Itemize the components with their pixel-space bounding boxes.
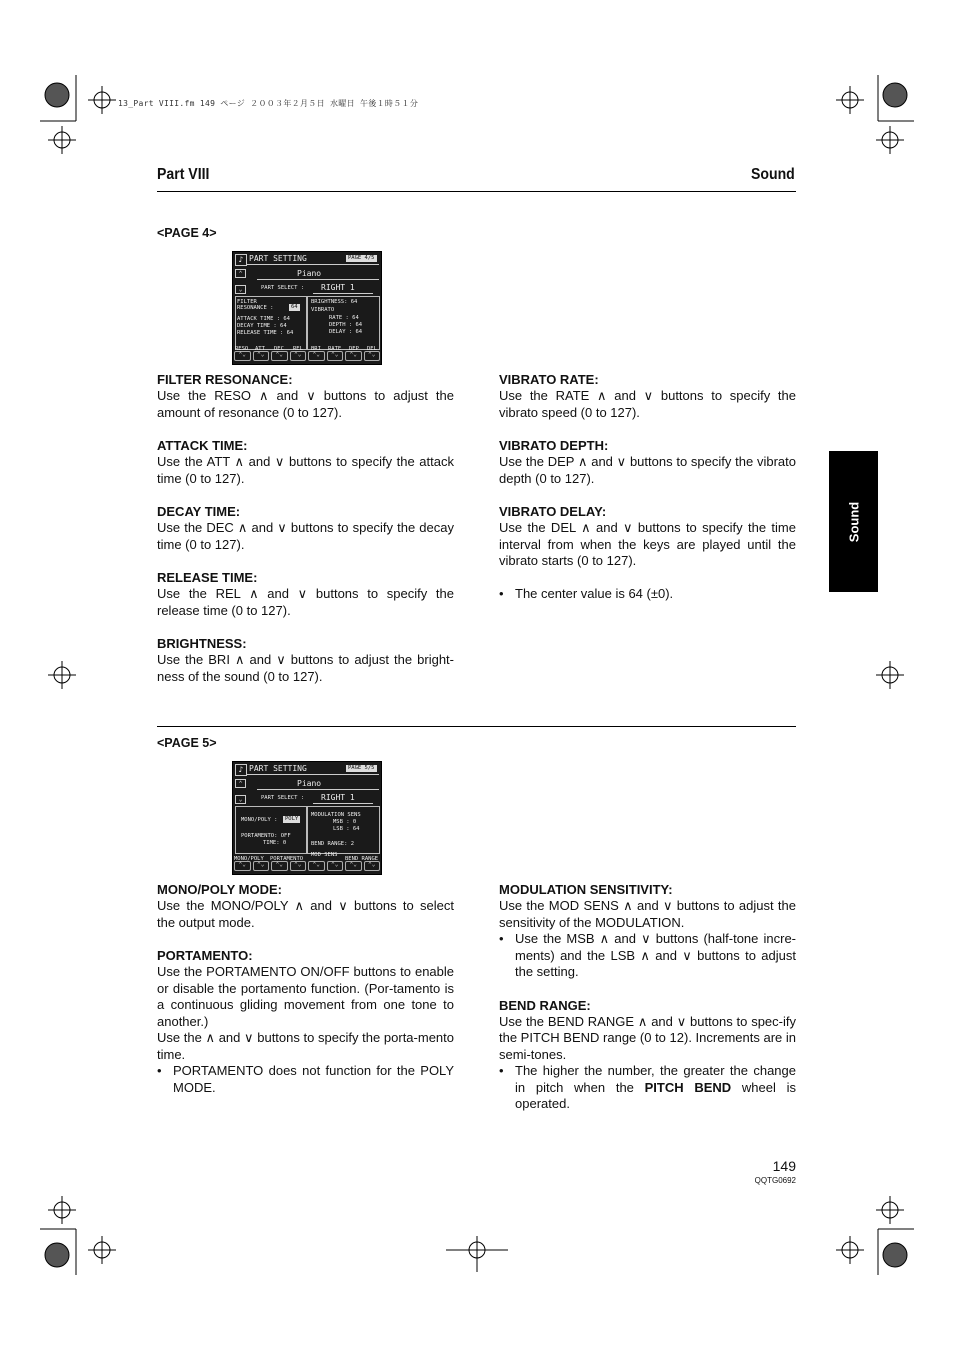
section-body: Use the REL ∧ and ∨ buttons to specify the release time (0 to 127). bbox=[157, 586, 454, 618]
section-title: VIBRATO DEPTH: bbox=[499, 438, 609, 453]
page5-right-column bbox=[499, 881, 796, 1129]
voice-name: Piano bbox=[297, 269, 322, 278]
time-line: TIME: 0 bbox=[263, 840, 287, 846]
vibrato-depth-section bbox=[499, 437, 796, 487]
brightness-section bbox=[157, 635, 454, 685]
vibrato-rate-section bbox=[499, 371, 796, 421]
screen-title: PART SETTING bbox=[249, 254, 307, 263]
bend-range-section bbox=[499, 997, 796, 1113]
voice-name: Piano bbox=[297, 779, 322, 788]
page-badge: PAGE 5/5 bbox=[348, 765, 375, 771]
page5-label: <PAGE 5> bbox=[157, 736, 217, 750]
section-title: MONO/POLY MODE: bbox=[157, 882, 282, 897]
part-select-label: PART SELECT : bbox=[261, 795, 305, 801]
msb-lsb-note: • Use the MSB ∧ and ∨ buttons (half-tone incre-ments) and the LSB ∧ and ∨ buttons to adjust the setting. bbox=[499, 931, 796, 981]
page5-screen bbox=[232, 761, 382, 875]
mono-poly-value: POLY bbox=[285, 816, 299, 822]
modulation-section bbox=[499, 881, 796, 981]
print-header: 13_Part VIII.fm 149 ページ ２００３年２月５日 水曜日 午後１時５１分 bbox=[118, 99, 419, 108]
pitch-bend-note bbox=[499, 1063, 796, 1113]
filter-resonance-section bbox=[157, 371, 454, 421]
portamento-section bbox=[157, 947, 454, 1096]
note-text: The higher the number, the greater the change in pitch when the bbox=[515, 1063, 796, 1095]
mono-poly-section bbox=[157, 881, 454, 931]
section-body: Use the BEND RANGE ∧ and ∨ buttons to spec-ify the PITCH BEND range (0 to 12). Increments are in semi-tones. bbox=[499, 1013, 796, 1062]
section-body: Use the DEC ∧ and ∨ buttons to specify the decay time (0 to 127). bbox=[157, 520, 454, 552]
section-body: Use the RATE ∧ and ∨ buttons to specify the vibrato speed (0 to 127). bbox=[499, 388, 796, 420]
mono-poly-label: MONO/POLY : bbox=[241, 817, 278, 823]
down-icon: ⌄ bbox=[235, 795, 246, 804]
vibrato-delay-section bbox=[499, 503, 796, 570]
section-title: VIBRATO DELAY: bbox=[499, 504, 607, 519]
decay-time-section bbox=[157, 503, 454, 553]
btn-label-del: DEL bbox=[367, 346, 377, 352]
section-title: RELEASE TIME: bbox=[157, 570, 258, 585]
page5-left-column bbox=[157, 881, 454, 1112]
section-body: Use the ATT ∧ and ∨ buttons to specify the attack time (0 to 127). bbox=[157, 454, 454, 486]
part-select-value: RIGHT 1 bbox=[321, 283, 355, 292]
down-icon: ⌄ bbox=[235, 285, 246, 294]
delay-line: DELAY : 64 bbox=[329, 329, 363, 335]
section-body: Use the DEL ∧ and ∨ buttons to specify the time interval from when the keys are played until the vibrato starts (0 to 127). bbox=[499, 520, 796, 568]
section-body: Use the ∧ and ∨ buttons to specify the porta-mento time. bbox=[157, 1030, 454, 1062]
resonance-value: 64 bbox=[291, 304, 298, 310]
btn-label-portamento: PORTAMENTO bbox=[270, 856, 304, 862]
side-tab-label: Sound bbox=[846, 501, 861, 542]
brightness-line: BRIGHTNESS: 64 bbox=[311, 299, 358, 305]
section-title: BEND RANGE: bbox=[499, 997, 591, 1013]
lsb-line: LSB : 64 bbox=[333, 826, 360, 832]
section-divider bbox=[157, 726, 796, 727]
section-body: Use the MONO/POLY ∧ and ∨ buttons to select the output mode. bbox=[157, 898, 454, 930]
btn-label-rate: RATE bbox=[328, 346, 342, 352]
note-icon: ♪ bbox=[235, 764, 247, 776]
release-line: RELEASE TIME : 64 bbox=[237, 330, 294, 336]
page4-right-column bbox=[499, 371, 796, 602]
pitch-bend-label: PITCH BEND bbox=[644, 1079, 732, 1095]
resonance-label: RESONANCE : bbox=[237, 305, 274, 311]
attack-time-section bbox=[157, 437, 454, 487]
vibrato-label: VIBRATO bbox=[311, 307, 335, 313]
btn-label-dec: DEC bbox=[274, 346, 284, 352]
screen-button-row bbox=[233, 861, 381, 874]
btn-label-mod-sens: MOD SENS bbox=[311, 852, 338, 858]
up-icon: ⌃ bbox=[235, 269, 246, 278]
btn-label-rel: REL bbox=[293, 346, 303, 352]
section-body: Use the BRI ∧ and ∨ buttons to adjust the bright-ness of the sound (0 to 127). bbox=[157, 652, 454, 684]
page4-screen bbox=[232, 251, 382, 365]
header-rule bbox=[157, 191, 796, 192]
msb-line: MSB : 0 bbox=[333, 819, 357, 825]
btn-label-dep: DEP bbox=[349, 346, 359, 352]
page-number: 149 bbox=[772, 1158, 796, 1174]
section-header: Sound bbox=[751, 166, 795, 183]
section-title: PORTAMENTO: bbox=[157, 948, 253, 963]
btn-label-reso: RESO bbox=[235, 346, 249, 352]
depth-line: DEPTH : 64 bbox=[329, 322, 363, 328]
part-select-label: PART SELECT : bbox=[261, 285, 305, 291]
filter-label: FILTER bbox=[237, 299, 257, 305]
rate-line: RATE : 64 bbox=[329, 315, 359, 321]
section-title: FILTER RESONANCE: bbox=[157, 372, 293, 387]
release-time-section bbox=[157, 569, 454, 619]
bend-range-line: BEND RANGE: 2 bbox=[311, 841, 355, 847]
section-title: DECAY TIME: bbox=[157, 504, 241, 519]
page4-left-column bbox=[157, 371, 454, 701]
section-title: VIBRATO RATE: bbox=[499, 372, 599, 387]
center-value-note: • The center value is 64 (±0). bbox=[499, 586, 796, 603]
btn-label-bri: BRI bbox=[311, 346, 321, 352]
page-badge: PAGE 4/5 bbox=[348, 255, 375, 261]
part-select-value: RIGHT 1 bbox=[321, 793, 355, 802]
section-title: ATTACK TIME: bbox=[157, 438, 248, 453]
section-title: BRIGHTNESS: bbox=[157, 636, 247, 651]
part-header: Part VIII bbox=[157, 166, 210, 183]
portamento-note: • PORTAMENTO does not function for the POLY MODE. bbox=[157, 1063, 454, 1096]
screen-button-row bbox=[233, 351, 381, 364]
section-body: Use the DEP ∧ and ∨ buttons to specify the vibrato depth (0 to 127). bbox=[499, 454, 796, 486]
section-title: MODULATION SENSITIVITY: bbox=[499, 882, 673, 897]
side-tab bbox=[829, 451, 878, 592]
note-icon: ♪ bbox=[235, 254, 247, 266]
section-body: Use the PORTAMENTO ON/OFF buttons to enable or disable the portamento function. (Por-tamento is a continuous gliding movement from one tone to another.) bbox=[157, 964, 454, 1029]
attack-line: ATTACK TIME : 64 bbox=[237, 316, 290, 322]
up-icon: ⌃ bbox=[235, 779, 246, 788]
note-text: wheel is operated. bbox=[515, 1079, 796, 1111]
section-body: Use the RESO ∧ and ∨ buttons to adjust the amount of resonance (0 to 127). bbox=[157, 388, 454, 420]
section-body: Use the MOD SENS ∧ and ∨ buttons to adjust the sensitivity of the MODULATION. bbox=[499, 898, 796, 930]
page4-label: <PAGE 4> bbox=[157, 226, 217, 240]
btn-label-bend-range: BEND RANGE bbox=[345, 856, 379, 862]
mod-sens-label: MODULATION SENS bbox=[311, 812, 361, 818]
decay-line: DECAY TIME : 64 bbox=[237, 323, 287, 329]
page-code: QQTG0692 bbox=[754, 1176, 796, 1185]
btn-label-mono-poly: MONO/POLY bbox=[234, 856, 264, 862]
btn-label-att: ATT bbox=[255, 346, 265, 352]
screen-title: PART SETTING bbox=[249, 764, 307, 773]
portamento-line: PORTAMENTO: OFF bbox=[241, 833, 291, 839]
